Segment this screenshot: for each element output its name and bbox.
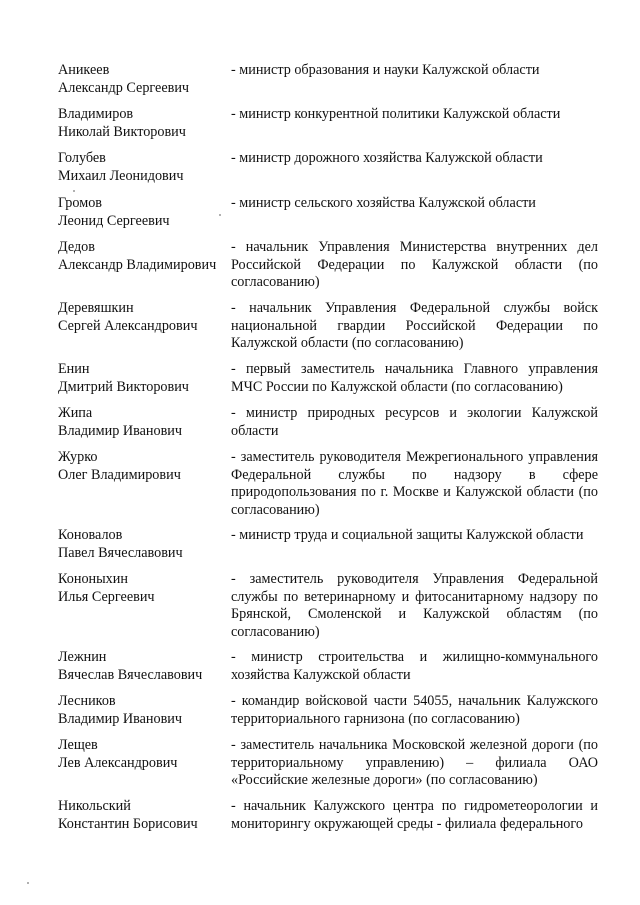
member-role: - министр конкурентной политики Калужской области bbox=[231, 106, 561, 122]
member-surname: Журко bbox=[58, 449, 98, 465]
member-given-names: Павел Вячеславович bbox=[58, 544, 183, 561]
member-name bbox=[58, 361, 228, 396]
member-role: - заместитель начальника Московской железной дороги (по территориальному управлению) – филиала ОАО «Российские железные дороги» (по согласованию) bbox=[231, 737, 598, 788]
member-given-names: Вячеслав Вячеславович bbox=[58, 666, 203, 683]
member-surname: Лежнин bbox=[58, 649, 107, 665]
member-surname: Кононыхин bbox=[58, 571, 128, 587]
member-given-names: Илья Сергеевич bbox=[58, 588, 155, 605]
member-role: - командир войсковой части 54055, начальник Калужского территориального гарнизона (по согласованию) bbox=[231, 693, 598, 727]
member-surname: Владимиров bbox=[58, 106, 134, 122]
member-surname: Лесников bbox=[58, 693, 116, 709]
member-surname: Голубев bbox=[58, 150, 106, 166]
member-name bbox=[58, 449, 228, 484]
member-surname: Аникеев bbox=[58, 62, 110, 78]
member-name bbox=[58, 239, 228, 274]
member-name bbox=[58, 62, 228, 97]
member-role: - министр дорожного хозяйства Калужской области bbox=[231, 150, 543, 166]
member-given-names: Александр Сергеевич bbox=[58, 79, 190, 96]
member-given-names: Александр Владимирович bbox=[58, 256, 217, 273]
member-surname: Дедов bbox=[58, 239, 95, 255]
member-given-names: Лев Александрович bbox=[58, 754, 178, 771]
member-role: - начальник Управления Министерства внутренних дел Российской Федерации по Калужской области (по согласованию) bbox=[231, 239, 598, 290]
member-role: - министр природных ресурсов и экологии Калужской области bbox=[231, 405, 598, 439]
member-name bbox=[58, 649, 228, 684]
member-given-names: Михаил Леонидович bbox=[58, 167, 184, 184]
member-surname: Никольский bbox=[58, 798, 131, 814]
member-given-names: Сергей Александрович bbox=[58, 317, 198, 334]
member-name bbox=[58, 693, 228, 728]
member-surname: Громов bbox=[58, 195, 102, 211]
member-given-names: Николай Викторович bbox=[58, 123, 186, 140]
member-name bbox=[58, 405, 228, 440]
member-name bbox=[58, 798, 228, 833]
member-surname: Жипа bbox=[58, 405, 93, 421]
scan-speck bbox=[27, 882, 29, 884]
member-name bbox=[58, 527, 228, 562]
member-role: - заместитель руководителя Межрегионального управления Федеральной службы по надзору в сфере природопользования по г. Москве и Калужской области (по согласованию) bbox=[231, 449, 598, 518]
member-role: - министр сельского хозяйства Калужской области bbox=[231, 195, 536, 211]
member-name bbox=[58, 571, 228, 606]
member-name bbox=[58, 300, 228, 335]
member-surname: Лещев bbox=[58, 737, 98, 753]
member-surname: Коновалов bbox=[58, 527, 123, 543]
member-given-names: Константин Борисович bbox=[58, 815, 198, 832]
member-name bbox=[58, 195, 228, 230]
scan-speck bbox=[73, 190, 75, 192]
member-role: - начальник Управления Федеральной службы войск национальной гвардии Российской Федерации по Калужской области (по согласованию) bbox=[231, 300, 598, 351]
member-given-names: Дмитрий Викторович bbox=[58, 378, 189, 395]
member-role: - заместитель руководителя Управления Федеральной службы по ветеринарному и фитосанитарному надзору по Брянской, Смоленской и Калужской областям (по согласованию) bbox=[231, 571, 598, 640]
member-name bbox=[58, 150, 228, 185]
member-role: - министр труда и социальной защиты Калужской области bbox=[231, 527, 584, 543]
member-surname: Енин bbox=[58, 361, 90, 377]
member-given-names: Владимир Иванович bbox=[58, 422, 183, 439]
member-given-names: Леонид Сергеевич bbox=[58, 212, 170, 229]
member-name bbox=[58, 106, 228, 141]
member-name bbox=[58, 737, 228, 772]
member-role: - начальник Калужского центра по гидрометеорологии и мониторингу окружающей среды - филиала федерального bbox=[231, 798, 598, 832]
member-role: - первый заместитель начальника Главного управления МЧС России по Калужской области (по согласованию) bbox=[231, 361, 598, 395]
member-role: - министр образования и науки Калужской области bbox=[231, 62, 540, 78]
member-surname: Деревяшкин bbox=[58, 300, 134, 316]
member-role: - министр строительства и жилищно-коммунального хозяйства Калужской области bbox=[231, 649, 598, 683]
scan-speck bbox=[219, 214, 221, 216]
member-given-names: Олег Владимирович bbox=[58, 466, 181, 483]
member-given-names: Владимир Иванович bbox=[58, 710, 183, 727]
